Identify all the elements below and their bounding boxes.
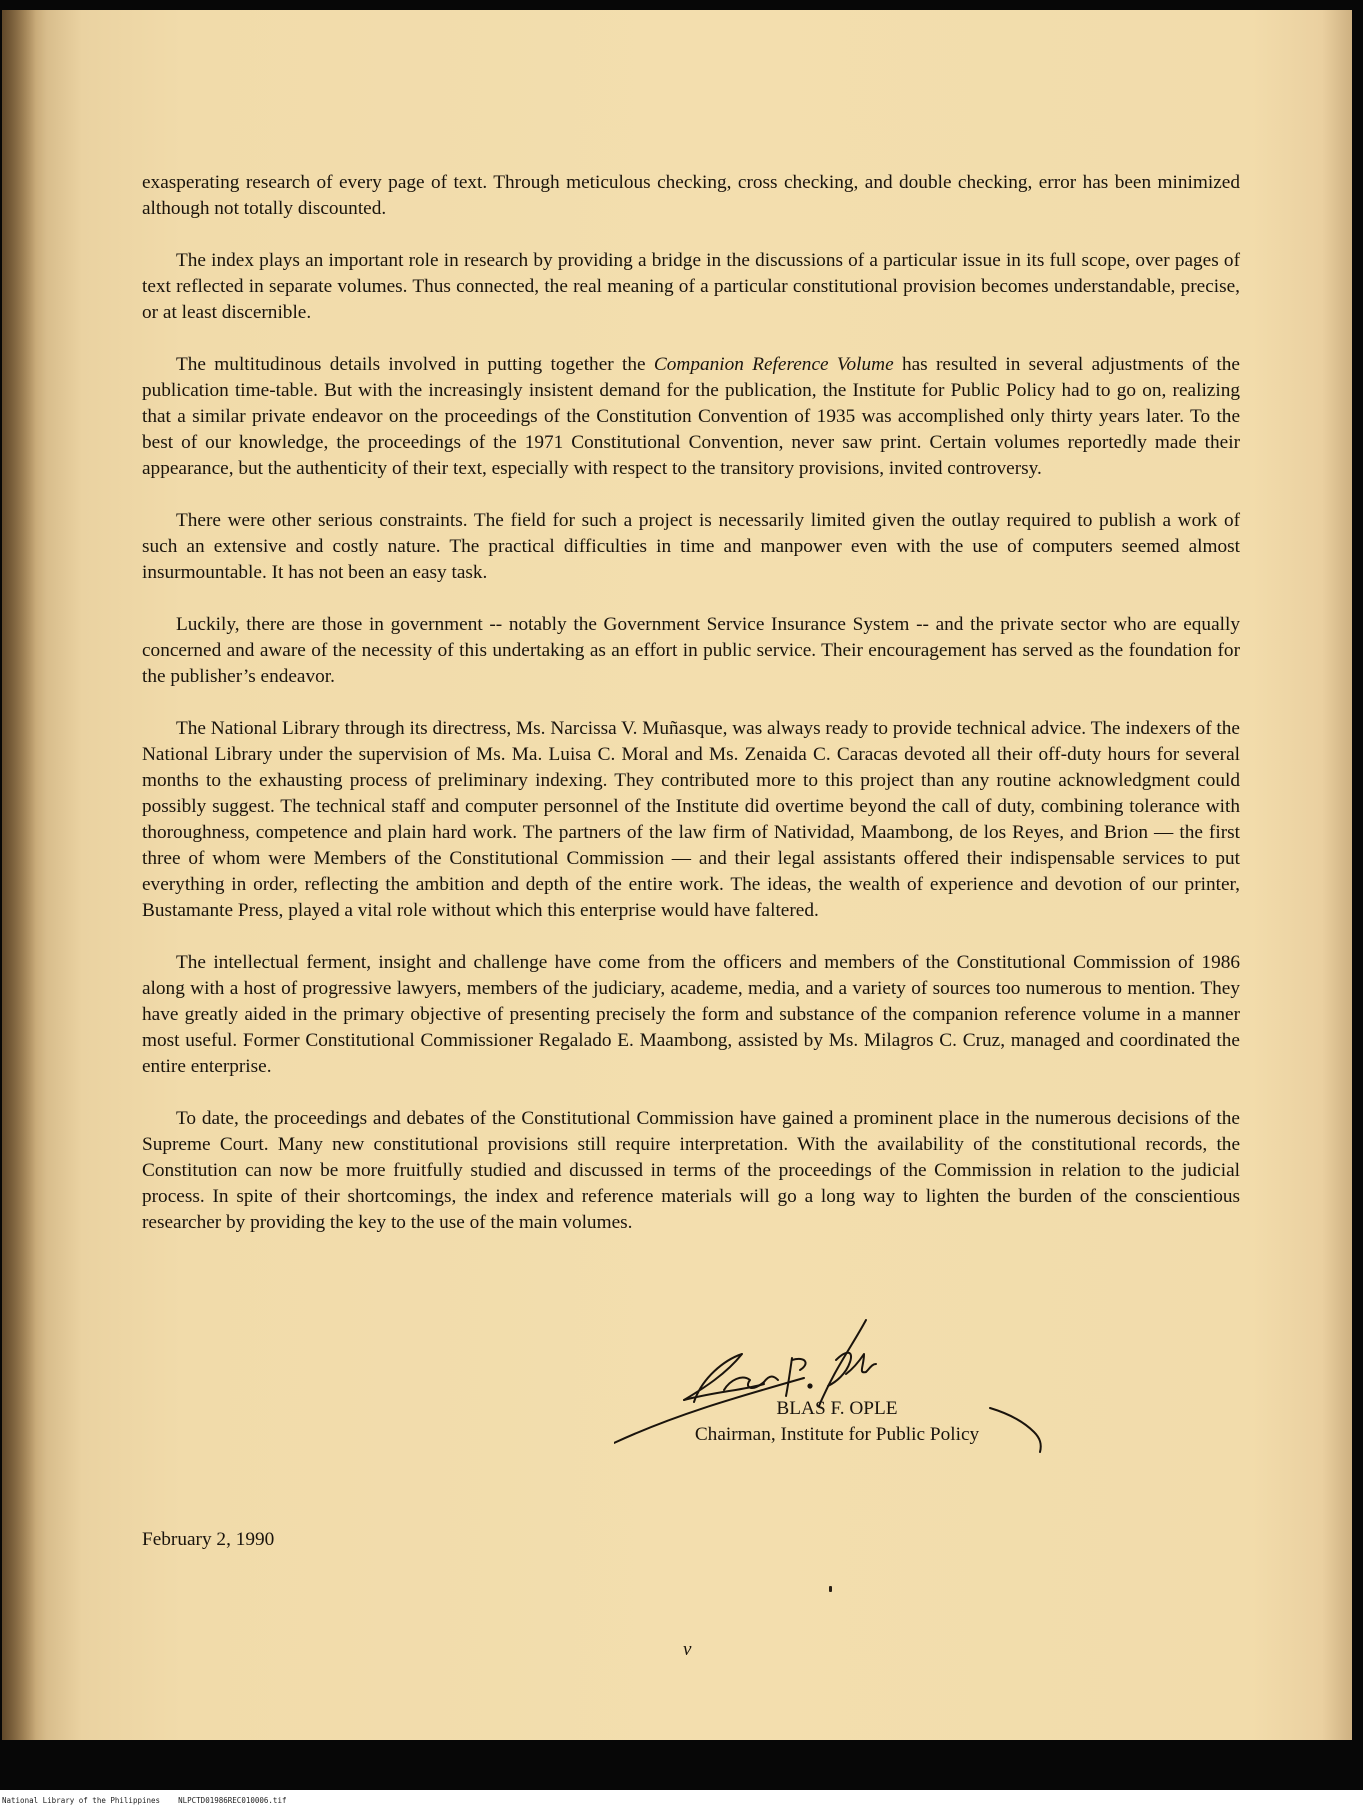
- paragraph: There were other serious constraints. The field for such a project is necessarily limited given the outlay required to publish a work of such an extensive and costly nature. The practical difficulties in time and manpower even with the use of computers seemed almost insurmountable. It has not been an easy task.: [142, 510, 1240, 583]
- paragraph-text: The multitudinous details involved in putting together the: [176, 354, 654, 375]
- signer-title: Chairman, Institute for Public Policy: [694, 1424, 980, 1445]
- paragraph-text: has resulted in several adjustments of the publication time-table. But with the increasingly insistent demand for the publication, the Institute for Public Policy had to go on, realizing that a similar private endeavor on the proceedings of the Constitution Convention of 1935 was accomplished only thirty years later. To the best of our knowledge, the proceedings of the 1971 Constitutional Convention, never saw print. Certain volumes reportedly made their appearance, but the authenticity of their text, especially with respect to the transitory provisions, invited controversy.: [142, 354, 1240, 479]
- paragraph: Luckily, there are those in government -- notably the Government Service Insurance System -- and the private sector who are equally concerned and aware of the necessity of this undertaking as an effort in public service. Their encouragement has served as the foundation for the publisher’s endeavor.: [142, 614, 1240, 687]
- paragraph: The index plays an important role in research by providing a bridge in the discussions of a particular issue in its full scope, over pages of text reflected in separate volumes. Thus connected, the real meaning of a particular constitutional provision becomes understandable, precise, or at least discernible.: [142, 250, 1240, 323]
- paragraph: To date, the proceedings and debates of the Constitutional Commission have gained a prominent place in the numerous decisions of the Supreme Court. Many new constitutional provisions still require interpretation. With the availability of the constitutional records, the Constitution can now be more fruitfully studied and discussed in terms of the proceedings of the Commission in relation to the judicial process. In spite of their shortcomings, the index and reference materials will go a long way to lighten the burden of the conscientious researcher by providing the key to the use of the main volumes.: [142, 1108, 1240, 1233]
- paragraph: [142, 352, 1240, 482]
- body-text: [142, 170, 1240, 1262]
- scan-footer-caption: National Library of the Philippines NLPCTD01986REC010006.tif: [2, 1796, 287, 1805]
- document-page: [2, 10, 1352, 1740]
- signer-name: BLAS F. OPLE: [776, 1398, 898, 1419]
- paragraph: exasperating research of every page of text. Through meticulous checking, cross checking, and double checking, error has been minimized although not totally discounted.: [142, 172, 1240, 219]
- page-number: v: [683, 1639, 692, 1660]
- paragraph: The National Library through its directress, Ms. Narcissa V. Muñasque, was always ready to provide technical advice. The indexers of the National Library under the supervision of Ms. Ma. Luisa C. Moral and Ms. Zenaida C. Caracas devoted all their off-duty hours for several months to the exhausting process of preliminary indexing. They contributed more to this project than any routine acknowledgment could possibly suggest. The technical staff and computer personnel of the Institute did overtime beyond the call of duty, combining tolerance with thoroughness, competence and plain hard work. The partners of the law firm of Natividad, Maambong, de los Reyes, and Brion — the first three of whom were Members of the Constitutional Commission — and their legal assistants offered their indispensable services to put everything in order, reflecting the ambition and depth of the entire work. The ideas, the wealth of experience and devotion of our printer, Bustamante Press, played a vital role without which this enterprise would have faltered.: [142, 718, 1240, 921]
- paragraph: The intellectual ferment, insight and challenge have come from the officers and members of the Constitutional Commission of 1986 along with a host of progressive lawyers, members of the judiciary, academe, media, and a variety of sources too numerous to mention. They have greatly aided in the primary objective of presenting precisely the form and substance of the companion reference volume in a manner most useful. Former Constitutional Commissioner Regalado E. Maambong, assisted by Ms. Milagros C. Cruz, managed and coordinated the entire enterprise.: [142, 952, 1240, 1077]
- ink-speck: [829, 1586, 832, 1592]
- page-spine-shadow: [2, 10, 36, 1740]
- letter-date: February 2, 1990: [142, 1529, 275, 1550]
- publication-title: Companion Reference Volume: [653, 354, 894, 375]
